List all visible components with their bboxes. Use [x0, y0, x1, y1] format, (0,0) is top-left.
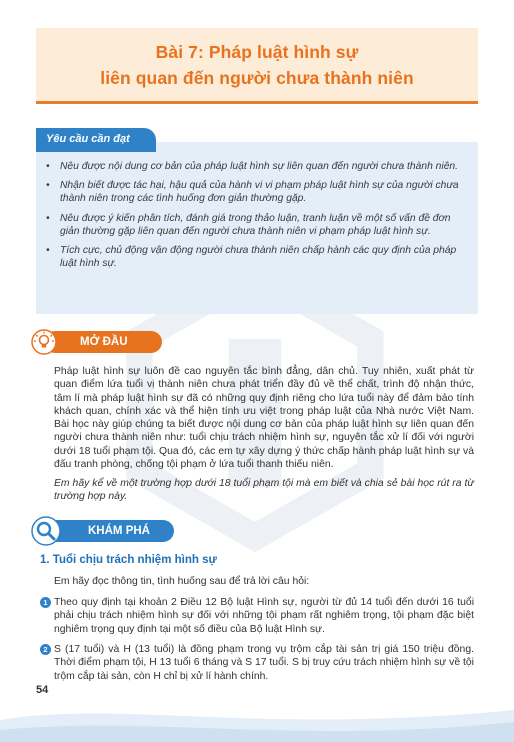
- section-intro: Em hãy đọc thông tin, tình huống sau để trả lời câu hỏi:: [54, 576, 310, 587]
- number-badge: 1: [40, 597, 51, 608]
- intro-paragraph: Pháp luật hình sự luôn đề cao nguyên tắc bình đẳng, dân chủ. Tuy nhiên, xuất phát từ quan điểm lứa tuổi vị thành niên chưa phát triển đầy đủ về thể chất, trình độ nhận thức, tâm lí mà pháp luật hình sự đã có những quy định riêng cho lứa tuổi này để đảm bảo tính khách quan, chính xác và thể hiện tính ưu việt trong pháp luật của Nhà nước Việt Nam. Bài học này giúp chúng ta biết được nội dung cơ bản của pháp luật hình sự liên quan đến người chưa thành niên như: tuổi chịu trách nhiệm hình sự, nguyên tắc xử lí đối với người dưới 18 tuổi phạm tội. Qua đó, các em tự xây dựng ý thức chấp hành pháp luật hình sự và đấu tranh phòng, chống tội phạm ở lứa tuổi thanh thiếu niên.: [54, 366, 474, 471]
- requirements-tab: [36, 128, 156, 152]
- mo-dau-header: [44, 331, 162, 353]
- bullet-icon: •: [46, 180, 50, 192]
- magnifier-icon: [30, 515, 62, 547]
- lesson-title-line-1: Bài 7: Pháp luật hình sự: [155, 42, 359, 62]
- footer-decoration: [0, 690, 514, 742]
- bullet-icon: •: [46, 212, 50, 224]
- requirement-item: • Tích cực, chủ động vận động người chưa thành niên chấp hành các quy định của pháp luật hình sự.: [46, 245, 457, 270]
- mo-dau-label: MỞ ĐẦU: [80, 336, 128, 348]
- bullet-icon: •: [46, 161, 50, 172]
- requirement-item: • Nhận biết được tác hại, hậu quả của hành vi vi phạm pháp luật hình sự của người chưa thành niên trong các tình huống đơn giản thường gặp.: [46, 180, 459, 205]
- requirement-item: • Nêu được ý kiến phân tích, đánh giá trong thảo luận, tranh luận về một số vấn đề đơn giản thường gặp liên quan đến người chưa thành niên vi phạm pháp luật hình sự.: [46, 212, 451, 237]
- requirements-list: [46, 160, 466, 276]
- lesson-title-banner: [36, 28, 478, 104]
- list-item-text: S (17 tuổi) và H (13 tuổi) là đồng phạm trong vụ trộm cắp tài sản trị giá 150 triệu đồng. Thời điểm phạm tội, H 13 tuổi 6 tháng và S 17 tuổi. S bị truy cứu trách nhiệm hình sự về tội trộm cắp tài sản, còn H chỉ bị xử lí hành chính.: [54, 644, 474, 682]
- section-heading: 1. Tuổi chịu trách nhiệm hình sự: [40, 554, 217, 566]
- requirement-item: • Nêu được nội dung cơ bản của pháp luật hình sự liên quan đến người chưa thành niên.: [46, 161, 459, 172]
- intro-prompt: Em hãy kể về một trường hợp dưới 18 tuổi phạm tội mà em biết và chia sẻ bài học rút ra từ trường hợp này.: [54, 478, 474, 503]
- requirements-label: Yêu cầu cần đạt: [46, 133, 130, 145]
- list-item-text: Theo quy định tại khoản 2 Điều 12 Bộ luật Hình sự, người từ đủ 14 tuổi đến dưới 16 tuổi phải chịu trách nhiệm hình sự đối với những tội phạm rất nghiêm trọng, tội phạm đặc biệt nghiêm trọng quy định tại một số điều của Bộ luật Hình sự.: [54, 597, 474, 635]
- number-badge: 2: [40, 644, 51, 655]
- lesson-title-line-2: liên quan đến người chưa thành niên: [100, 68, 414, 88]
- kham-pha-header: [44, 520, 174, 542]
- lightbulb-icon: [30, 328, 58, 356]
- kham-pha-label: KHÁM PHÁ: [88, 525, 150, 537]
- bullet-icon: •: [46, 245, 50, 257]
- page-number: 54: [36, 684, 49, 696]
